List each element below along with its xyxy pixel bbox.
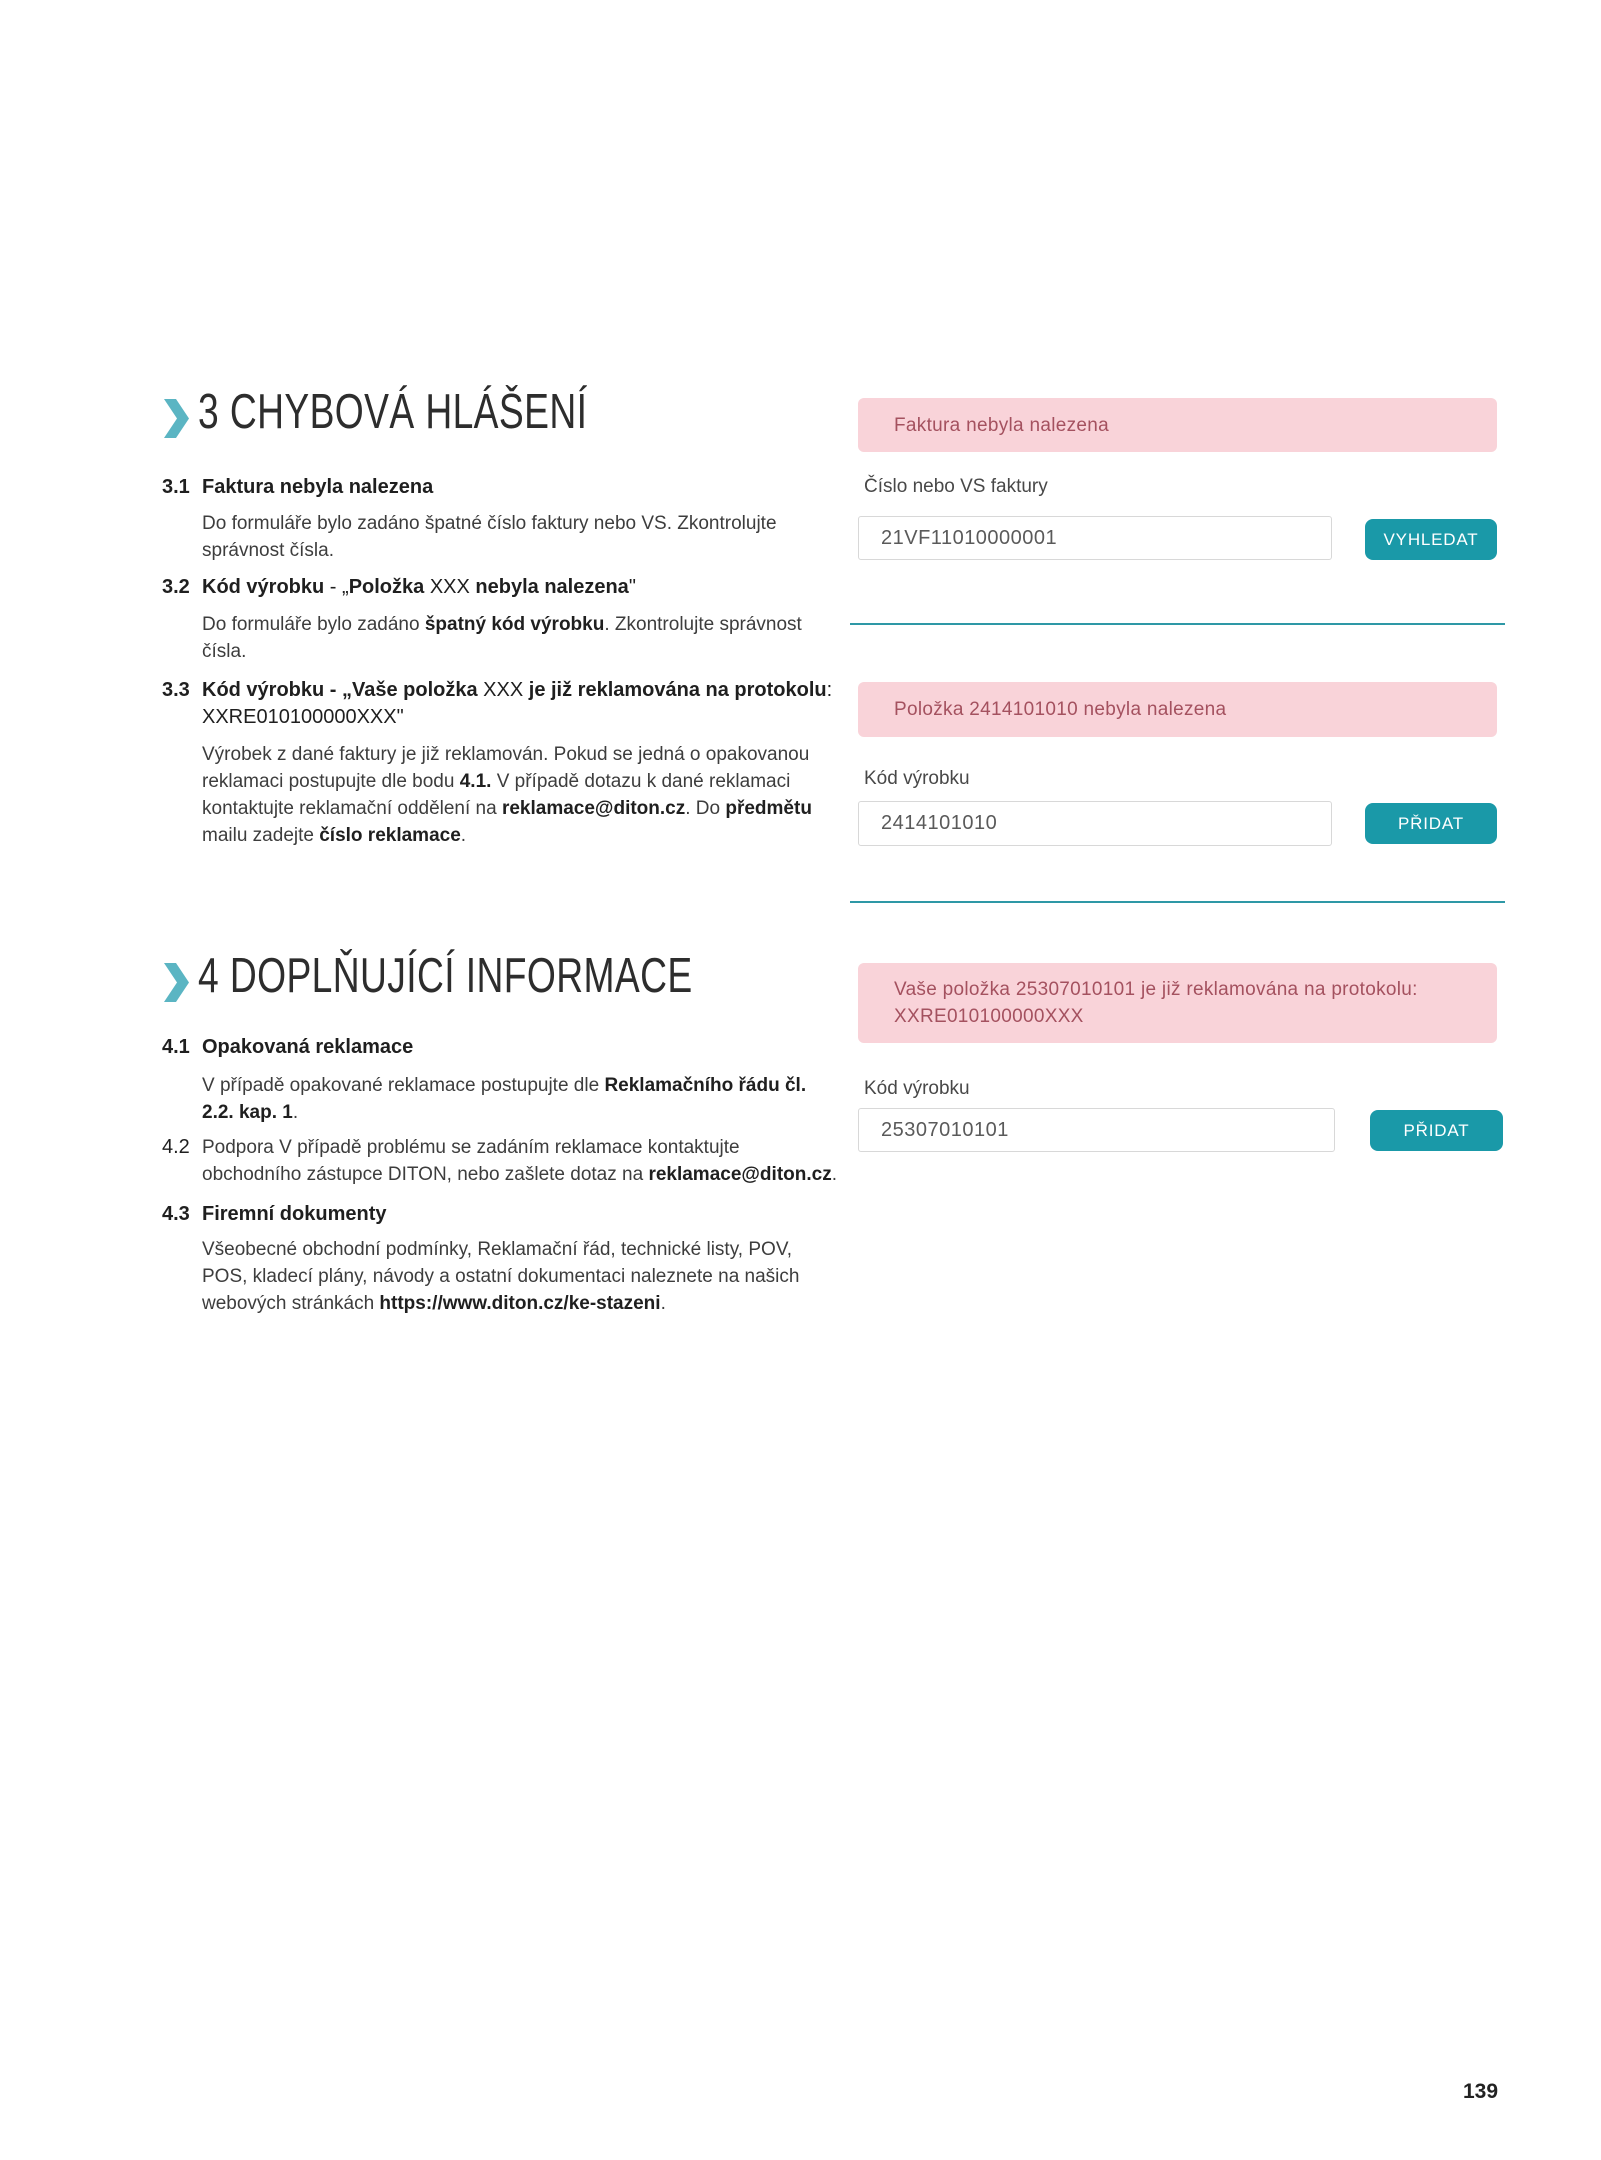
- page-number: 139: [1463, 2080, 1499, 2103]
- error-banner-text: Položka 2414101010 nebyla nalezena: [894, 699, 1227, 720]
- item-number-4-2: 4.2: [162, 1136, 190, 1158]
- invoice-number-input[interactable]: [858, 516, 1332, 560]
- item-title-4-1: Opakovaná reklamace: [202, 1036, 414, 1058]
- item-number-3-1: 3.1: [162, 476, 190, 498]
- chevron-bullet-icon: [163, 399, 189, 438]
- item-body-4-2: Podpora V případě problému se zadáním reklamace kontaktujte obchodního zástupce DITON, nebo zašlete dotaz na reklamace@diton.cz.: [202, 1137, 837, 1185]
- item-title-3-3: Kód výrobku - „Vaše položka XXX je již reklamována na protokolu: XXRE010100000XXX": [202, 679, 833, 728]
- section-4-title: 4 DOPLŇUJÍCÍ INFORMACE: [198, 949, 693, 1003]
- item-body-3-3: Výrobek z dané faktury je již reklamován. Pokud se jedná o opakovanou reklamaci postupujte dle bodu 4.1. V případě dotazu k dané reklamaci kontaktujte reklamační oddělení na reklamace@diton.cz. Do předmětu mailu zadejte číslo reklamace.: [202, 744, 812, 846]
- product-code-label: Kód výrobku: [864, 1078, 970, 1099]
- item-body-4-3: Všeobecné obchodní podmínky, Reklamační řád, technické listy, POV, POS, kladecí plány, návody a ostatní dokumentaci naleznete na našich webových stránkách https://www.diton.cz/ke-stazeni.: [202, 1239, 800, 1314]
- error-banner-item-not-found: [858, 682, 1497, 737]
- item-title-3-1: Faktura nebyla nalezena: [202, 476, 434, 498]
- item-number-4-1: 4.1: [162, 1036, 190, 1058]
- section-3-title: 3 CHYBOVÁ HLÁŠENÍ: [198, 385, 588, 439]
- error-banner-text-line2: XXRE010100000XXX: [894, 1006, 1084, 1027]
- item-number-3-3: 3.3: [162, 679, 190, 701]
- section-divider: [850, 901, 1505, 903]
- section-divider: [850, 623, 1505, 625]
- product-code-input[interactable]: [858, 1108, 1335, 1152]
- error-banner-text-line1: Vaše položka 25307010101 je již reklamována na protokolu:: [894, 979, 1418, 1000]
- item-number-4-3: 4.3: [162, 1203, 190, 1225]
- error-banner-item-already-claimed: [858, 963, 1497, 1043]
- add-button[interactable]: PŘIDAT: [1370, 1110, 1503, 1151]
- item-number-3-2: 3.2: [162, 576, 190, 598]
- invoice-number-label: Číslo nebo VS faktury: [864, 476, 1048, 497]
- item-body-3-2: Do formuláře bylo zadáno špatný kód výrobku. Zkontrolujte správnost čísla.: [202, 614, 802, 662]
- error-banner-text: Faktura nebyla nalezena: [894, 414, 1109, 436]
- product-code-input[interactable]: [858, 801, 1332, 846]
- search-button[interactable]: VYHLEDAT: [1365, 519, 1497, 560]
- item-body-3-1: Do formuláře bylo zadáno špatné číslo faktury nebo VS. Zkontrolujte správnost čísla.: [202, 513, 777, 561]
- product-code-label: Kód výrobku: [864, 768, 970, 789]
- add-button[interactable]: PŘIDAT: [1365, 803, 1497, 844]
- item-title-3-2: Kód výrobku - „Položka XXX nebyla nalezena": [202, 576, 636, 598]
- item-body-4-1: V případě opakované reklamace postupujte dle Reklamačního řádu čl. 2.2. kap. 1.: [202, 1075, 807, 1123]
- item-title-4-3: Firemní dokumenty: [202, 1203, 387, 1225]
- chevron-bullet-icon: [163, 963, 189, 1002]
- error-banner-invoice-not-found: [858, 398, 1497, 452]
